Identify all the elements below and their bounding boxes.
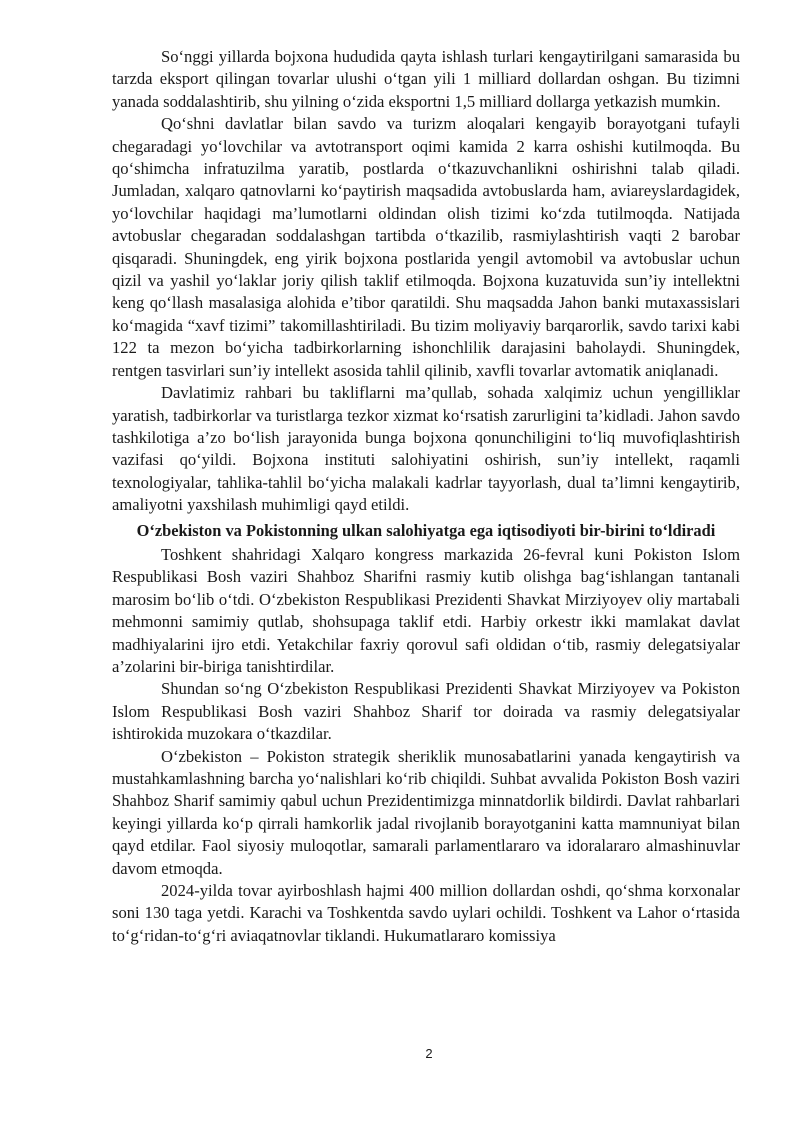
paragraph: Qo‘shni davlatlar bilan savdo va turizm aloqalari kengayib borayotgani tufayli chegaradagi yo‘lovchilar va avtotransport oqimi kamida 2 karra oshishi kutilmoqda. Bu qo‘shimcha infratuzilma yaratib, postlarda o‘tkazuvchanlikni oshirishni talab qiladi. Jumladan, xalqaro qatnovlarni ko‘paytirish maqsadida avtobuslarda ham, aviareyslardagidek, yo‘lovchilar haqidagi ma’lumotlarni oldindan olish tizimi ko‘zda tutilmoqda. Natijada avtobuslar chegaradan soddalashgan tartibda o‘tkazilib, rasmiylashtirish vaqti 2 barobar qisqaradi. Shuningdek, eng yirik bojxona postlarida yengil avtomobil va avtobuslar uchun qizil va yashil yo‘laklar joriy qilish taklif etilmoqda. Bojxona kuzatuvida sun’iy intellektni keng qo‘llash masalasiga alohida e’tibor qaratildi. Shu maqsadda Jahon banki mutaxassislari ko‘magida “xavf tizimi” takomillashtiriladi. Bu tizim moliyaviy barqarorlik, savdo tarixi kabi 122 ta mezon bo‘yicha tadbirkorlarning ishonchlilik darajasini baholaydi. Shuningdek, rentgen tasvirlari sun’iy intellekt asosida tahlil qilinib, xavfli tovarlar avtomatik aniqlanadi. xyxy=(112,114,740,380)
paragraph: Toshkent shahridagi Xalqaro kongress markazida 26-fevral kuni Pokiston Islom Respublikasi Bosh vaziri Shahboz Sharifni rasmiy kutib olishga bag‘ishlangan tantanali marosim bo‘lib o‘tdi. O‘zbekiston Respublikasi Prezidenti Shavkat Mirziyoyev oliy martabali mehmonni samimiy qutlab, shohsupaga taklif etdi. Harbiy orkestr ikki mamlakat davlat madhiyalarini ijro etdi. Yetakchilar faxriy qorovul safi oldidan o‘tib, rasmiy delegatsiyalar a’zolarini bir-biriga tanishtirdilar. xyxy=(112,544,740,676)
paragraph: Shundan so‘ng O‘zbekiston Respublikasi Prezidenti Shavkat Mirziyoyev va Pokiston Islom Respublikasi Bosh vaziri Shahboz Sharif tor doirada va rasmiy delegatsiyalar ishtirokida muzokara o‘tkazdilar. xyxy=(112,679,740,744)
paragraph: O‘zbekiston – Pokiston strategik sheriklik munosabatlarini yanada kengaytirish va mustahkamlashning barcha yo‘nalishlari ko‘rib chiqildi. Suhbat avvalida Pokiston Bosh vaziri Shahboz Sharif samimiy qabul uchun Prezidentimizga minnatdorlik bildirdi. Davlat rahbarlari keyingi yillarda ko‘p qirrali hamkorlik jadal rivojlanib borayotganini katta mamnuniyat bilan qayd etdilar. Faol siyosiy muloqotlar, samarali parlamentlararo va idoralararo almashinuvlar davom etmoqda. xyxy=(112,746,740,878)
document-page xyxy=(112,46,740,947)
section-heading: O‘zbekiston va Pokistonning ulkan salohiyatga ega iqtisodiyoti bir-birini to‘ldiradi xyxy=(136,520,716,540)
paragraph: So‘nggi yillarda bojxona hududida qayta ishlash turlari kengaytirilgani samarasida bu tarzda eksport qilingan tovarlar ulushi o‘tgan yili 1 milliard dollardan oshgan. Bu tizimni yanada soddalashtirib, shu yilning o‘zida eksportni 1,5 milliard dollarga yetkazish mumkin. xyxy=(112,47,740,111)
paragraph: Davlatimiz rahbari bu takliflarni ma’qullab, sohada xalqimiz uchun yengilliklar yaratish, tadbirkorlar va turistlarga tezkor xizmat ko‘rsatish zarurligini ta’kidladi. Jahon savdo tashkilotiga a’zo bo‘lish jarayonida bunga bojxona qonunchiligini to‘liq muvofiqlashtirish vazifasi qo‘yildi. Bojxona instituti salohiyatini oshirish, sun’iy intellekt, raqamli texnologiyalar, tahlika-tahlil bo‘yicha malakali kadrlar tayyorlash, dual ta’limni kengaytirib, amaliyotni yaxshilash muhimligi qayd etildi. xyxy=(112,383,740,515)
page-number: 2 xyxy=(425,1046,433,1061)
paragraph: 2024-yilda tovar ayirboshlash hajmi 400 million dollardan oshdi, qo‘shma korxonalar soni 130 taga yetdi. Karachi va Toshkentda savdo uylari ochildi. Toshkent va Lahor o‘rtasida to‘g‘ridan-to‘g‘ri aviaqatnovlar tiklandi. Hukumatlararo komissiya xyxy=(112,881,740,945)
